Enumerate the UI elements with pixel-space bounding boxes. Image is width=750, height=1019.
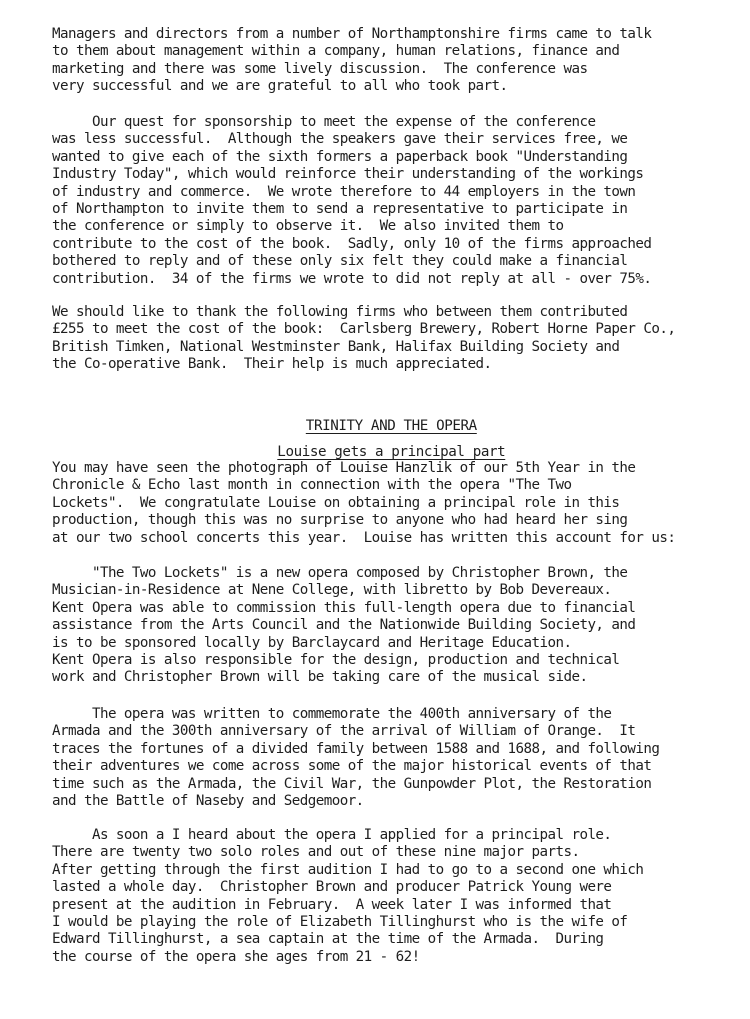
text-line: Our quest for sponsorship to meet the expense of the conference	[52, 114, 596, 130]
text-line: contribute to the cost of the book. Sadly, only 10 of the firms approached	[52, 235, 652, 252]
paragraph-thanks	[52, 304, 702, 374]
text-line: Industry Today", which would reinforce their understanding of the workings	[52, 166, 644, 183]
text-line: There are twenty two solo roles and out of these nine major parts.	[52, 844, 580, 861]
section-title-text: TRINITY AND THE OPERA	[305, 418, 477, 434]
text-line: The opera was written to commemorate the 400th anniversary of the	[52, 706, 612, 722]
text-line: was less successful. Although the speakers gave their services free, we	[52, 131, 628, 148]
text-line: at our two school concerts this year. Louise has written this account for us:	[52, 529, 676, 546]
text-line: Musician-in-Residence at Nene College, with libretto by Bob Devereaux.	[52, 582, 612, 599]
text-line: We should like to thank the following firms who between them contributed	[52, 304, 628, 320]
text-line: After getting through the first audition I had to go to a second one which	[52, 861, 644, 878]
text-line: Lockets". We congratulate Louise on obtaining a principal role in this	[52, 494, 620, 511]
text-line: Chronicle & Echo last month in connection with the opera "The Two	[52, 477, 572, 494]
text-line: of industry and commerce. We wrote therefore to 44 employers in the town	[52, 183, 636, 200]
paragraph-audition	[52, 827, 702, 966]
paragraph-conference-summary	[52, 26, 702, 96]
text-line: and the Battle of Naseby and Sedgemoor.	[52, 793, 364, 810]
text-line: lasted a whole day. Christopher Brown and producer Patrick Young were	[52, 879, 612, 896]
paragraph-sponsorship	[52, 114, 702, 288]
text-line: very successful and we are grateful to all who took part.	[52, 78, 508, 95]
text-line: I would be playing the role of Elizabeth Tillinghurst who is the wife of	[52, 914, 628, 931]
text-line: As soon a I heard about the opera I applied for a principal role.	[52, 827, 612, 843]
text-line: present at the audition in February. A week later I was informed that	[52, 896, 612, 913]
text-line: of Northampton to invite them to send a representative to participate in	[52, 201, 628, 218]
paragraph-opera-history	[52, 706, 702, 810]
text-line: wanted to give each of the sixth formers a paperback book "Understanding	[52, 148, 628, 165]
text-line: contribution. 34 of the firms we wrote to did not reply at all - over 75%.	[52, 270, 652, 287]
paragraph-louise-intro	[52, 460, 702, 547]
text-line: Managers and directors from a number of Northamptonshire firms came to talk	[52, 26, 652, 42]
text-line: their adventures we come across some of the major historical events of that	[52, 758, 652, 775]
text-line: "The Two Lockets" is a new opera composed by Christopher Brown, the	[52, 565, 628, 581]
text-line: Armada and the 300th anniversary of the arrival of William of Orange. It	[52, 723, 636, 740]
text-line: Edward Tillinghurst, a sea captain at the time of the Armada. During	[52, 931, 604, 948]
text-line: the conference or simply to observe it. We also invited them to	[52, 218, 564, 235]
text-line: the course of the opera she ages from 21 - 62!	[52, 948, 420, 965]
text-line: British Timken, National Westminster Bank, Halifax Building Society and	[52, 338, 620, 355]
section-subtitle-text: Louise gets a principal part	[277, 444, 506, 460]
text-line: time such as the Armada, the Civil War, the Gunpowder Plot, the Restoration	[52, 775, 652, 792]
text-line: assistance from the Arts Council and the Nationwide Building Society, and	[52, 617, 636, 634]
text-line: is to be sponsored locally by Barclaycard and Heritage Education.	[52, 634, 572, 651]
text-line: the Co-operative Bank. Their help is much appreciated.	[52, 356, 492, 373]
text-line: Kent Opera was able to commission this full-length opera due to financial	[52, 599, 636, 616]
text-line: traces the fortunes of a divided family between 1588 and 1688, and following	[52, 740, 660, 757]
text-line: Kent Opera is also responsible for the design, production and technical	[52, 652, 620, 669]
text-line: work and Christopher Brown will be taking care of the musical side.	[52, 669, 588, 686]
text-line: to them about management within a company, human relations, finance and	[52, 43, 620, 60]
text-line: You may have seen the photograph of Louise Hanzlik of our 5th Year in the	[52, 460, 636, 476]
text-line: bothered to reply and of these only six felt they could make a financial	[52, 253, 628, 270]
text-line: £255 to meet the cost of the book: Carlsberg Brewery, Robert Horne Paper Co.,	[52, 321, 676, 338]
text-line: marketing and there was some lively discussion. The conference was	[52, 60, 588, 77]
text-line: production, though this was no surprise to anyone who had heard her sing	[52, 512, 628, 529]
paragraph-opera-description	[52, 565, 702, 687]
